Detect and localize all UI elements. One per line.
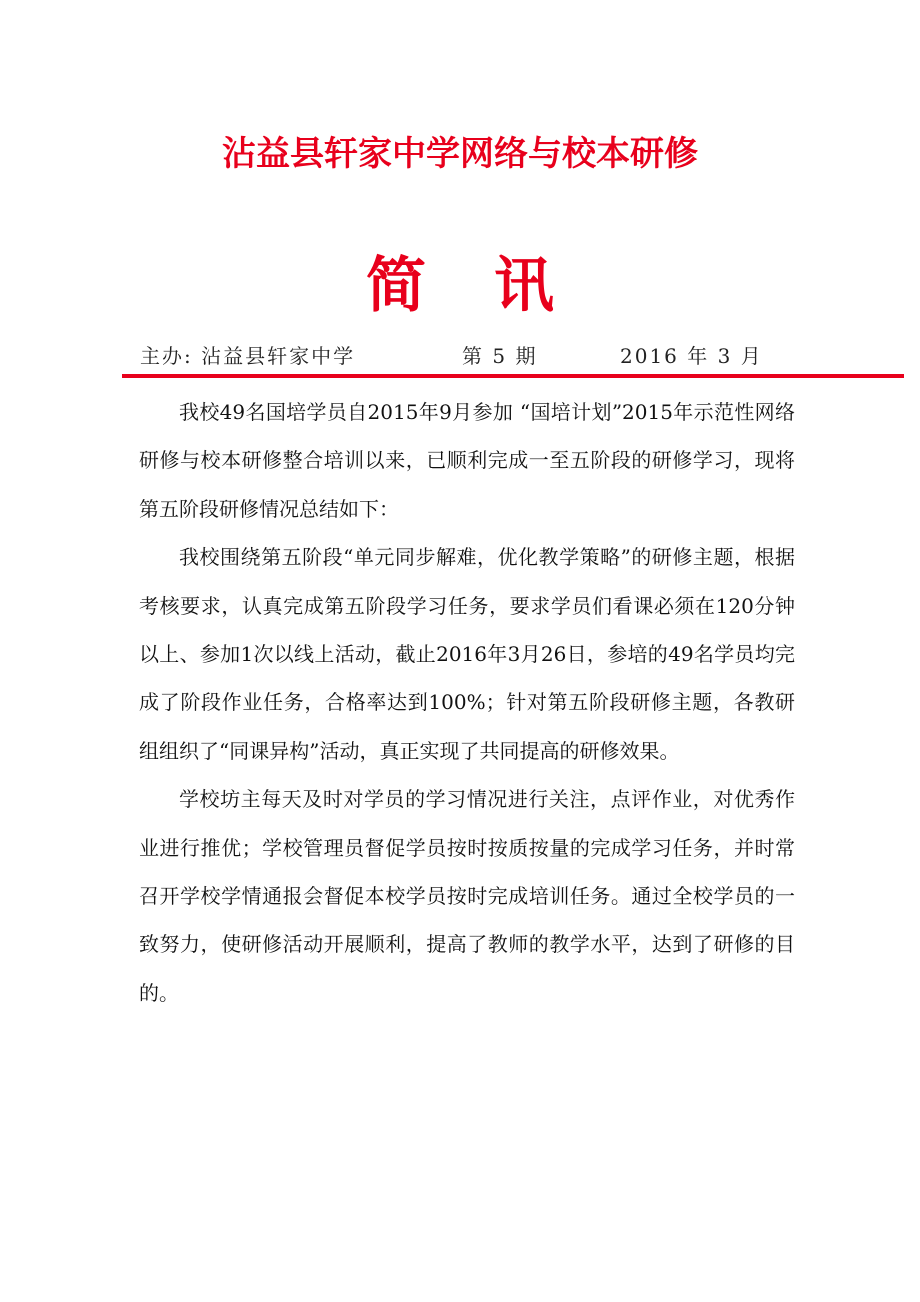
newsletter-heading xyxy=(0,238,920,324)
paragraph-3: 学校坊主每天及时对学员的学习情况进行关注，点评作业，对优秀作业进行推优；学校管理员督促学员按时按质按量的完成学习任务，并时常召开学校学情通报会督促本校学员按时完成培训任务。通过全校学员的一致努力，使研修活动开展顺利，提高了教师的教学水平，达到了研修的目的。 xyxy=(139,787,795,1005)
red-divider xyxy=(122,374,904,378)
issue-number: 第 5 期 xyxy=(462,344,538,368)
heading-char-2: 讯 xyxy=(494,251,554,321)
masthead xyxy=(140,340,780,374)
host-label: 主办: 沾益县轩家中学 xyxy=(140,344,356,368)
article-body xyxy=(139,388,795,1017)
newsletter-title: 沾益县轩家中学网络与校本研修 xyxy=(222,134,698,174)
paragraph-2: 我校围绕第五阶段“单元同步解难，优化教学策略”的研修主题，根据考核要求，认真完成第五阶段学习任务，要求学员们看课必须在120分钟以上、参加1次以线上活动，截止2016年3月26日，参培的49名学员均完成了阶段作业任务，合格率达到100%；针对第五阶段研修主题，各教研组组织了“同课异构”活动，真正实现了共同提高的研修效果。 xyxy=(139,545,795,763)
heading-char-1: 简 xyxy=(366,251,426,321)
paragraph-1: 我校49名国培学员自2015年9月参加 “国培计划”2015年示范性网络研修与校本研修整合培训以来，已顺利完成一至五阶段的研修学习，现将第五阶段研修情况总结如下： xyxy=(139,400,795,521)
issue-date: 2016 年 3 月 xyxy=(620,344,763,368)
